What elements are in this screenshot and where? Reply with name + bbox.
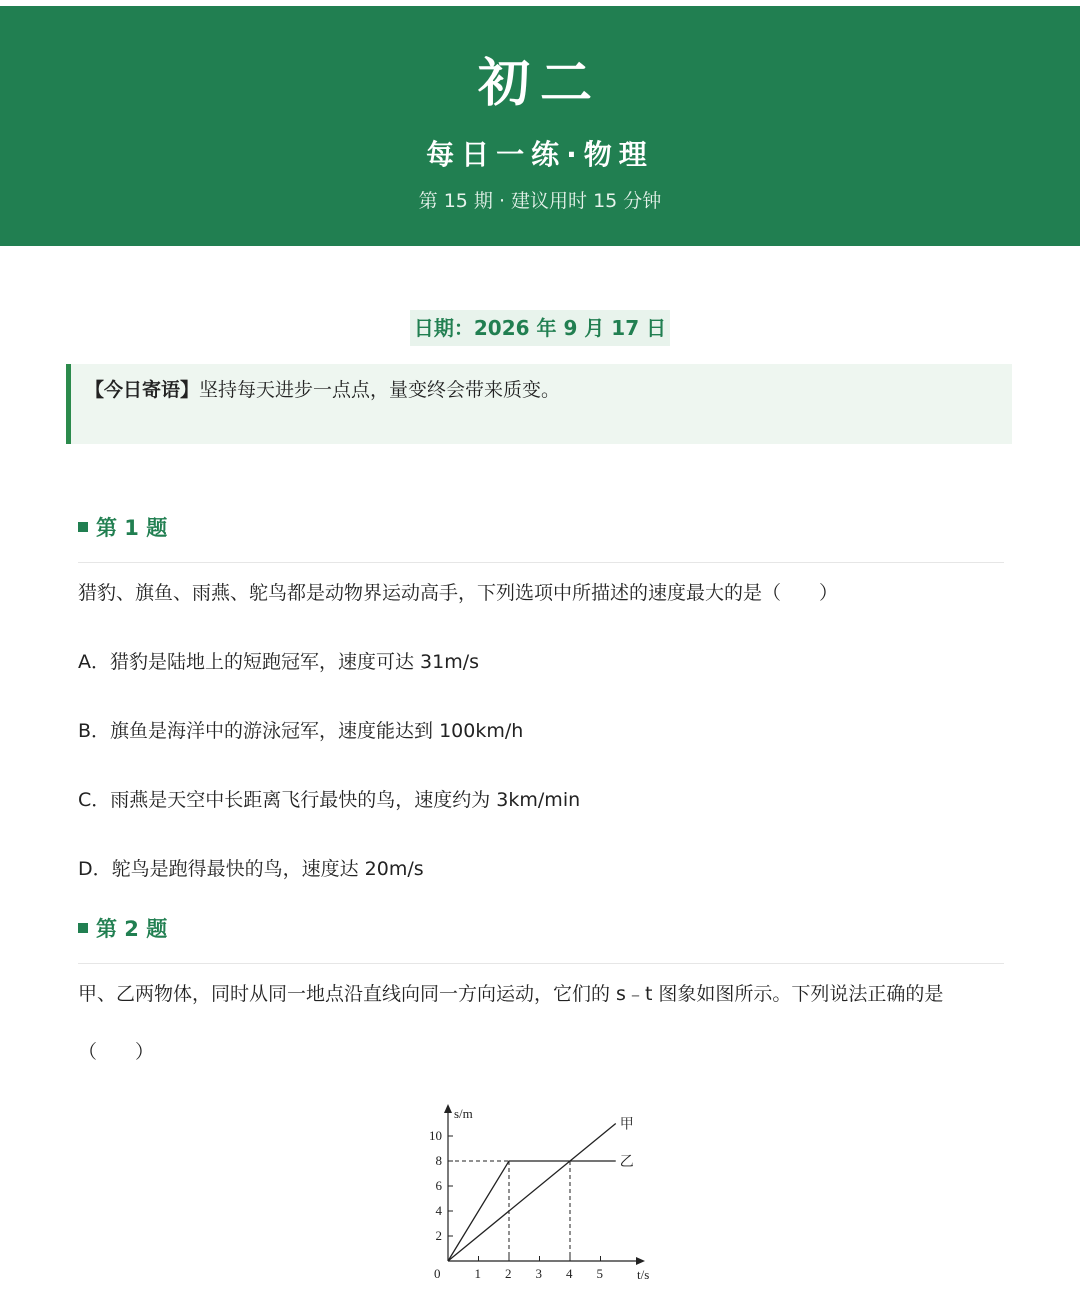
y-tick-label: 8	[435, 1153, 442, 1168]
square-bullet-icon	[78, 923, 88, 933]
question-1-title: 第 1 题	[78, 514, 167, 542]
motto-text: 坚持每天进步一点点，量变终会带来质变。	[199, 379, 561, 401]
series-label-2: 乙	[619, 1154, 634, 1170]
x-axis-label: t/s	[637, 1267, 650, 1282]
option-b[interactable]: B．旗鱼是海洋中的游泳冠军，速度能达到 100km/h	[78, 720, 524, 742]
divider	[78, 562, 1004, 563]
option-d[interactable]: D．鸵鸟是跑得最快的鸟，速度达 20m/s	[78, 858, 424, 880]
subject-title: 每日一练·物理	[426, 138, 654, 171]
y-tick-label: 4	[435, 1203, 442, 1218]
s-t-graph	[415, 1100, 665, 1285]
issue-info: 第 15 期 · 建议用时 15 分钟	[418, 190, 662, 212]
x-axis-arrow-icon	[636, 1257, 645, 1265]
x-tick-label: 4	[566, 1266, 573, 1281]
y-tick-label: 2	[435, 1228, 442, 1243]
grade-title: 初二	[477, 54, 602, 114]
question-2-title: 第 2 题	[78, 915, 167, 943]
y-axis-arrow-icon	[444, 1104, 452, 1113]
series-line-1	[448, 1124, 616, 1262]
date-row	[0, 310, 1080, 346]
header-banner	[0, 6, 1080, 246]
option-a[interactable]: A．猎豹是陆地上的短跑冠军，速度可达 31m/s	[78, 651, 480, 673]
x-tick-label: 3	[535, 1266, 542, 1281]
square-bullet-icon	[78, 522, 88, 532]
question-2-answer-blank: （ ）	[78, 1041, 155, 1063]
divider	[78, 963, 1004, 964]
y-axis-label: s/m	[454, 1106, 473, 1121]
motto-box	[66, 364, 1012, 444]
x-tick-label: 5	[596, 1266, 603, 1281]
question-2-stem: 甲、乙两物体，同时从同一地点沿直线向同一方向运动，它们的 s﹣t 图象如图所示。下列说法正确的是	[78, 983, 944, 1005]
series-label-1: 甲	[619, 1116, 634, 1133]
date-badge: 日期：2026 年 9 月 17 日	[410, 310, 670, 346]
series-line-2	[448, 1161, 616, 1261]
option-c[interactable]: C．雨燕是天空中长距离飞行最快的鸟，速度约为 3km/min	[78, 789, 581, 811]
y-tick-label: 6	[435, 1178, 442, 1193]
x-tick-label: 0	[434, 1266, 441, 1281]
x-tick-label: 1	[474, 1266, 481, 1281]
y-tick-label: 10	[429, 1128, 442, 1143]
x-tick-label: 2	[505, 1266, 512, 1281]
question-1-stem: 猎豹、旗鱼、雨燕、鸵鸟都是动物界运动高手，下列选项中所描述的速度最大的是（ ）	[78, 582, 839, 604]
motto-tag: 【今日寄语】	[85, 379, 200, 401]
